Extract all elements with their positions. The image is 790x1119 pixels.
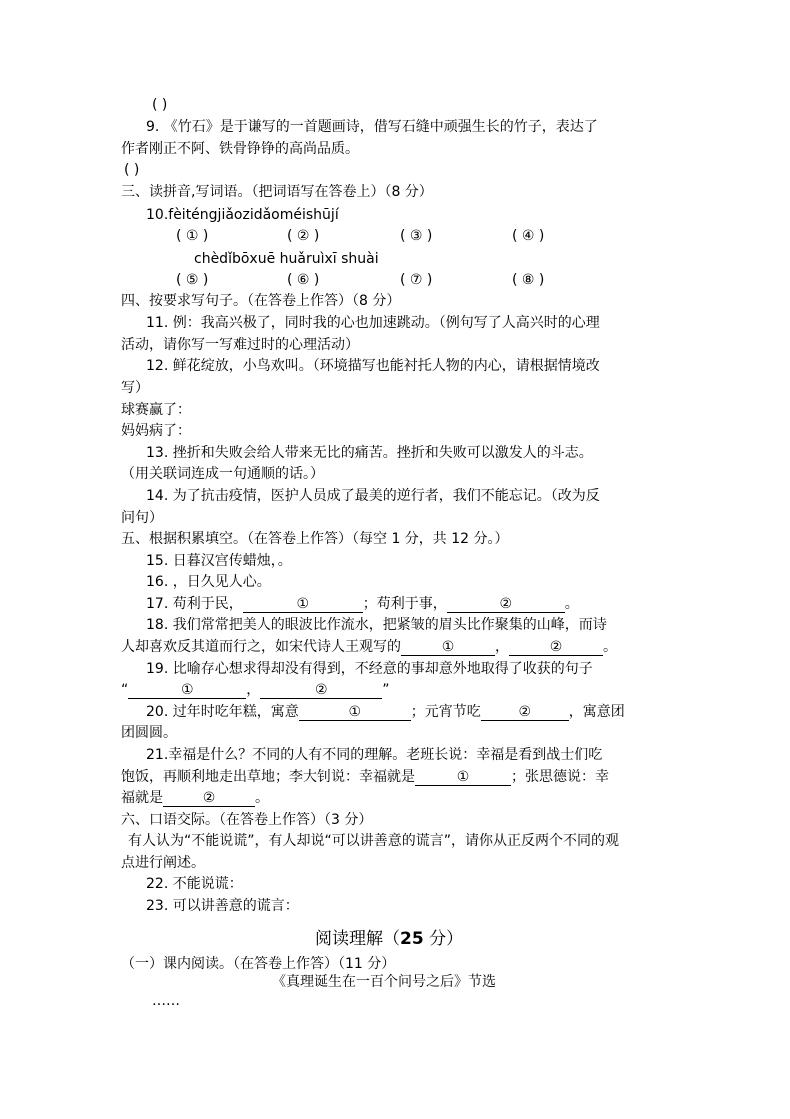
fill-blank-1: ① — [401, 639, 495, 656]
fill-blank-2: ② — [481, 704, 569, 721]
question-9-line2: 作者刚正不阿、铁骨铮铮的高尚品质。 — [121, 141, 359, 157]
question-18-line1: 18. 我们常常把美人的眼波比作流水，把紧皱的眉头比作聚集的山峰，而诗 — [146, 617, 607, 633]
pinyin-line-2: chèdǐbōxuē huǎruìxī shuài — [194, 251, 379, 267]
answer-paren: ( ) — [152, 97, 168, 113]
question-12-line1: 12. 鲜花绽放，小鸟欢叫。（环境描写也能衬托人物的内心，请根据情境改 — [146, 358, 600, 374]
question-18-line2 — [121, 637, 617, 657]
blank-8: ( ⑧ ) — [512, 272, 545, 288]
question-20-line2: 团圆圆。 — [121, 725, 177, 741]
question-11-line2: 活动，请你写一写难过时的心理活动） — [121, 337, 359, 353]
q21-text-b: ；张思德说：幸 — [511, 769, 609, 785]
q19-close-quote: ” — [382, 682, 390, 698]
blank-2: ( ② ) — [287, 228, 320, 244]
question-20-line1 — [146, 702, 625, 722]
q21-text-a: 饱饭，再顺利地走出草地；李大钊说：幸福就是 — [121, 769, 415, 785]
q18-text-b: ， — [495, 639, 509, 655]
blank-3: ( ③ ) — [400, 228, 433, 244]
reading-section-title — [315, 927, 463, 951]
section-5-title: 五、根据积累填空。（在答卷上作答）（每空 1 分，共 12 分。） — [121, 531, 509, 547]
q18-text-a: 人却喜欢反其道而行之，如宋代诗人王观写的 — [121, 639, 401, 655]
q19-open-quote: “ — [121, 682, 129, 698]
q17-text-c: 。 — [564, 596, 579, 612]
section-4-title: 四、按要求写句子。（在答卷上作答）（8 分） — [121, 293, 401, 309]
blank-5: ( ⑤ ) — [176, 272, 209, 288]
fill-blank-2: ② — [509, 639, 603, 656]
q21-text-d: 。 — [255, 790, 269, 806]
blank-1: ( ① ) — [176, 228, 209, 244]
fill-blank-2: ② — [260, 682, 382, 699]
q19-comma: ， — [246, 682, 261, 698]
question-19-line1: 19. 比喻存心想求得却没有得到，不经意的事却意外地取得了收获的句子 — [146, 661, 593, 677]
question-21-line2 — [121, 767, 609, 787]
blank-4: ( ④ ) — [512, 228, 545, 244]
q17-text-b: ；苟利于事， — [362, 596, 447, 612]
blank-7: ( ⑦ ) — [400, 272, 433, 288]
article-title: 《真理诞生在一百个问号之后》节选 — [272, 974, 496, 990]
section-6-prompt-line2: 点进行阐述。 — [121, 855, 205, 871]
reading-title-a: 阅读理解（ — [315, 929, 400, 949]
q18-text-c: 。 — [603, 639, 617, 655]
ellipsis: …… — [152, 993, 180, 1009]
q20-text-a: 20. 过年时吃年糕，寓意 — [146, 704, 299, 720]
question-14-line1: 14. 为了抗击疫情，医护人员成了最美的逆行者，我们不能忘记。（改为反 — [146, 488, 600, 504]
question-17 — [146, 594, 579, 614]
section-6-title: 六、口语交际。（在答卷上作答）（3 分） — [121, 812, 373, 828]
section-3-title: 三、读拼音,写词语。（把词语写在答卷上）（8 分） — [121, 184, 433, 200]
question-12-line2: 写） — [121, 380, 149, 396]
fill-blank-1: ① — [243, 596, 363, 613]
reading-title-score: 25 — [400, 929, 424, 949]
question-9-line1: 9. 《竹石》是于谦写的一首题画诗，借写石缝中顽强生长的竹子，表达了 — [146, 119, 598, 135]
q20-text-c: ，寓意团 — [568, 704, 625, 720]
question-19-line2 — [121, 680, 390, 700]
fill-blank-2: ② — [163, 790, 255, 807]
question-13-line1: 13. 挫折和失败会给人带来无比的痛苦。挫折和失败可以激发人的斗志。 — [146, 445, 593, 461]
q20-text-b: ；元宵节吃 — [410, 704, 481, 720]
answer-paren: ( ) — [124, 162, 140, 178]
prompt-mom-sick: 妈妈病了： — [121, 423, 191, 439]
pinyin-line-1: 10.fèiténgjiǎozidǎoméishūjí — [146, 207, 339, 223]
blank-6: ( ⑥ ) — [287, 272, 320, 288]
question-14-line2: 问句） — [121, 510, 163, 526]
question-21-line1: 21.幸福是什么？不同的人有不同的理解。老班长说：幸福是看到战士们吃 — [146, 747, 603, 763]
fill-blank-1: ① — [128, 682, 246, 699]
fill-blank-2: ② — [447, 596, 565, 613]
section-6-prompt-line1: 有人认为“不能说谎”，有人却说“可以讲善意的谎言”，请你从正反两个不同的观 — [128, 833, 620, 849]
question-11-line1: 11. 例：我高兴极了，同时我的心也加速跳动。（例句写了人高兴时的心理 — [146, 315, 600, 331]
q21-text-c: 福就是 — [121, 790, 163, 806]
reading-title-c: 分） — [423, 929, 464, 949]
question-22: 22. 不能说谎： — [146, 876, 243, 892]
question-21-line3 — [121, 788, 269, 808]
q17-text-a: 17. 苟利于民， — [146, 596, 243, 612]
fill-blank-1: ① — [299, 704, 411, 721]
fill-blank-1: ① — [415, 769, 511, 786]
question-13-line2: （用关联词连成一句通顺的话。） — [121, 466, 324, 482]
prompt-match-won: 球赛赢了： — [121, 402, 191, 418]
question-16: 16. ，日久见人心。 — [146, 574, 271, 590]
question-23: 23. 可以讲善意的谎言： — [146, 898, 299, 914]
question-15: 15. 日暮汉宫传蜡烛，。 — [146, 553, 292, 569]
reading-subsection-1: （一）课内阅读。（在答卷上作答）（11 分） — [121, 956, 396, 972]
